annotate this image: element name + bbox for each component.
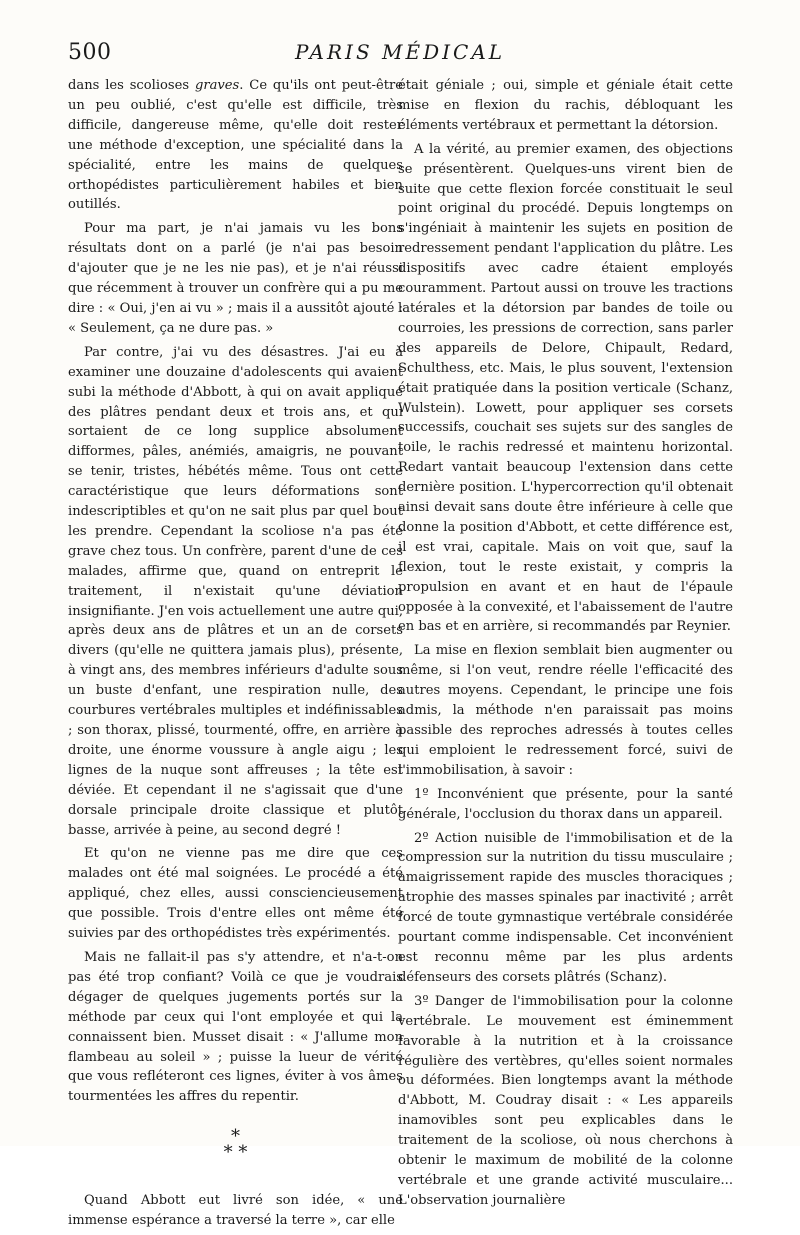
paragraph: Par contre, j'ai vu des désastres. J'ai eu à examiner une douzaine d'adolescents qui avaient subi la méthode d'Abbott, à qui on avait appliqué des plâtres pendant deux et trois ans, et qui sortaient de ce long supplice absolument difformes, pâles, anémiés, amaigris, ne pouvant se tenir, tristes, hébétés même. Tous ont cette caractéristique que leurs déformations sont indescriptibles et qu'on ne sait plus par quel bout les prendre. Cependant la scoliose n'a pas été grave chez tous. Un confrère, parent d'une de ces malades, affirme que, quand on entreprit le traitement, il n'existait qu'une déviation insignifiante. J'en vois actuellement une autre qui, après deux ans de plâtres et un an de corsets divers (qu'elle ne quittera jamais plus), présente, à vingt ans, des membres inférieurs d'adulte sous un buste d'enfant, une respiration nulle, des courbures vertébrales multiples et indéfinissables ; son thorax, plissé, tourmenté, offre, en arrière à droite, une énorme voussure à angle aigu ; les lignes de la nuque sont affreuses ; la tête est déviée. Et cependant il ne s'agissait que d'une dorsale principale droite classique et plutôt basse, arrivée à peine, au second degré ! — [68, 344, 403, 838]
paragraph-text: . Ce qu'ils ont peut-être un peu oublié, c'est qu'elle est difficile, très difficile, dangereuse même, qu'elle doit rester une méthode d'exception, une spécialité dans la spécialité, entre les mains de quelques orthopédistes particulièrement habiles et bien outillés. — [68, 78, 403, 213]
list-item: 3º Danger de l'immobilisation pour la colonne vertébrale. Le mouvement est éminemment favorable à la nutrition et à la croissance régulière des vertèbres, qu'elles soient normales ou déformées. Bien longtemps avant la méthode d'Abbott, M. Coudray disait : « Les appareils inamovibles sont peu explicables dans le traitement de la scoliose, où nous cherchons à obtenir le maximum de mobilité de la colonne vertébrale et une grande activité musculaire... L'observation journalière — [398, 993, 733, 1208]
asterism-bottom: * * — [223, 1142, 248, 1164]
right-column — [398, 76, 733, 1215]
list-item: 1º Inconvénient que présente, pour la santé générale, l'occlusion du thorax dans un appareil. — [398, 786, 733, 822]
paragraph: Pour ma part, je n'ai jamais vu les bons résultats dont on a parlé (je n'ai pas besoin d'ajouter que je ne les nie pas), et je n'ai réussi que récemment à trouver un confrère qui a pu me dire : « Oui, j'en ai vu » ; mais il a aussitôt ajouté : « Seulement, ça ne dure pas. » — [68, 221, 403, 336]
paragraph: était géniale ; oui, simple et géniale était cette mise en flexion du rachis, débloquant les éléments vertébraux et permettant la détorsion. — [398, 78, 733, 133]
emphasized-word: graves — [194, 78, 240, 93]
asterism-top: * — [231, 1126, 240, 1148]
list-item: 2º Action nuisible de l'immobilisation et de la compression sur la nutrition du tissu musculaire ; amaigrissement rapide des muscles thoraciques ; atrophie des masses spinales par inactivité ; arrêt forcé de toute gymnastique vertébrale considérée pourtant comme indispensable. Cet inconvénient est reconnu même par les plus ardents défenseurs des corsets plâtrés (Schanz). — [398, 830, 733, 985]
paragraph: A la vérité, au premier examen, des objections se présentèrent. Quelques-uns virent bien de suite que cette flexion forcée constituait le seul point original du procédé. Depuis longtemps on s'ingéniait à maintenir les sujets en position de redressement pendant l'application du plâtre. Les dispositifs avec cadre étaient employés couramment. Partout aussi on trouve les tractions latérales et la détorsion par bandes de toile ou courroies, les pressions de correction, sans parler des appareils de Delore, Chipault, Redard, Schulthess, etc. Mais, le plus souvent, l'extension était pratiquée dans la position verticale (Schanz, Wulstein). Lowett, pour appliquer ses corsets successifs, couchait ses sujets sur des sangles de toile, le rachis redressé et maintenu horizontal. Redart vantait beaucoup l'extension dans cette dernière position. L'hypercorrection qu'il obtenait ainsi devait sans doute être inférieure à celle que donne la position d'Abbott, et cette différence est, il est vrai, capitale. Mais on voit que, sauf la flexion, tout le reste existait, y compris la propulsion en avant et en haut de l'épaule opposée à la convexité, et l'abaissement de l'autre en bas et en arrière, si recommandés par Reynier. — [398, 141, 733, 635]
page-number: 500 — [68, 40, 112, 65]
left-column — [68, 76, 403, 1235]
paragraph: Et qu'on ne vienne pas me dire que ces malades ont été mal soignées. Le procédé a été appliqué, chez elles, aussi consciencieusement que possible. Trois d'entre elles ont même été suivies par des orthopédistes très expérimentés. — [68, 846, 403, 942]
section-asterism — [68, 1126, 403, 1164]
running-title: PARIS MÉDICAL — [294, 40, 506, 64]
paragraph: Mais ne fallait-il pas s'y attendre, et n'a-t-on pas été trop confiant? Voilà ce que je voudrais dégager de quelques jugements portés sur la méthode par ceux qui l'ont employée et qui la connaissent bien. Musset disait : « J'allume mon flambeau au soleil » ; puisse la lueur de vérité que vous refléteront ces lignes, éviter à vos âmes tourmentées les affres du repentir. — [68, 949, 403, 1105]
paragraph-text: dans les scolioses — [68, 78, 195, 93]
paragraph: La mise en flexion semblait bien augmenter ou même, si l'on veut, rendre réelle l'efficacité des autres moyens. Cependant, le principe une fois admis, la méthode n'en paraissait pas moins passible des reproches adressés à toutes celles qui emploient le redressement forcé, suivi de l'immobilisation, à savoir : — [398, 643, 733, 778]
paragraph — [68, 76, 403, 215]
paragraph: Quand Abbott eut livré son idée, « une immense espérance a traversé la terre », car elle — [68, 1193, 403, 1229]
